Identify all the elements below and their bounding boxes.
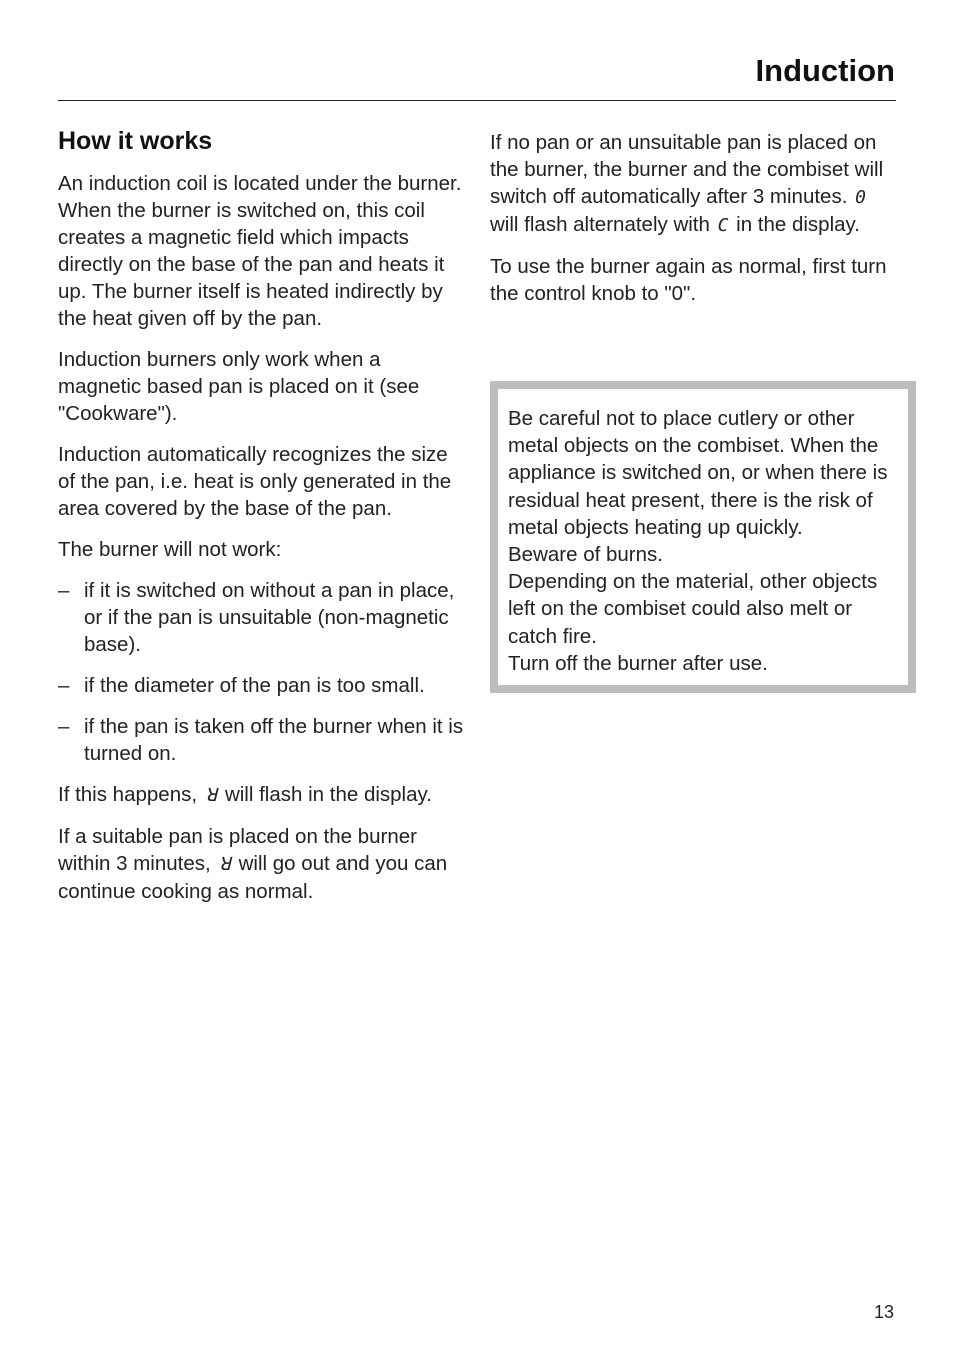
paragraph-flash-symbol: If this happens, ꓤ will flash in the display. <box>58 781 468 809</box>
paragraph-auto-switch-off: If no pan or an unsuitable pan is placed on the burner, the burner and the combiset will switch off automatically after 3 minutes. 0 will flash alternately with C in the display. <box>490 129 900 239</box>
display-symbol-u: ꓤ <box>204 785 218 806</box>
section-heading: How it works <box>58 127 213 155</box>
list-item <box>58 672 468 699</box>
dash-marker: – <box>58 579 70 602</box>
warning-box <box>490 381 916 693</box>
page-number: 13 <box>873 1302 894 1322</box>
list-item <box>58 577 468 658</box>
header-divider <box>58 100 896 101</box>
dash-marker: – <box>58 674 70 697</box>
right-column <box>490 129 900 321</box>
display-symbol-zero: 0 <box>855 187 866 208</box>
paragraph-induction-coil: An induction coil is located under the burner. When the burner is switched on, this coil creates a magnetic field which impacts directly on the base of the pan and heats it up. The burner itself is heated indirectly by the heat given off by the pan. <box>58 172 462 330</box>
left-column <box>58 125 468 919</box>
warning-text: Turn off the burner after use. <box>508 651 768 675</box>
page-title: Induction <box>755 53 895 88</box>
warning-text: Be careful not to place cutlery or other metal objects on the combiset. When the appliance is switched on, or when there is residual heat present, there is the risk of metal objects heating up quickly. <box>508 407 888 539</box>
list-item-text: if the pan is taken off the burner when it is turned on. <box>84 715 464 765</box>
list-item <box>58 713 468 767</box>
dash-marker: – <box>58 715 70 738</box>
condition-list <box>58 577 468 767</box>
paragraph-use-again: To use the burner again as normal, first turn the control knob to "0". <box>490 255 887 305</box>
paragraph-pan-size: Induction automatically recognizes the size of the pan, i.e. heat is only generated in the area covered by the base of the pan. <box>58 443 452 520</box>
warning-text: Depending on the material, other objects left on the combiset could also melt or catch fire. <box>508 570 878 648</box>
display-symbol-u: ꓤ <box>218 854 231 875</box>
list-item-text: if it is switched on without a pan in place, or if the pan is unsuitable (non-magnetic base). <box>84 579 455 656</box>
warning-text: Beware of burns. <box>508 543 663 567</box>
list-item-text: if the diameter of the pan is too small. <box>84 674 425 697</box>
display-symbol-c: C <box>717 215 729 236</box>
paragraph-magnetic-pan: Induction burners only work when a magnetic based pan is placed on it (see "Cookware"). <box>58 348 420 425</box>
paragraph-will-not-work: The burner will not work: <box>58 538 282 561</box>
paragraph-symbol-goes-out: If a suitable pan is placed on the burner within 3 minutes, ꓤ will go out and you can continue cooking as normal. <box>58 825 448 903</box>
